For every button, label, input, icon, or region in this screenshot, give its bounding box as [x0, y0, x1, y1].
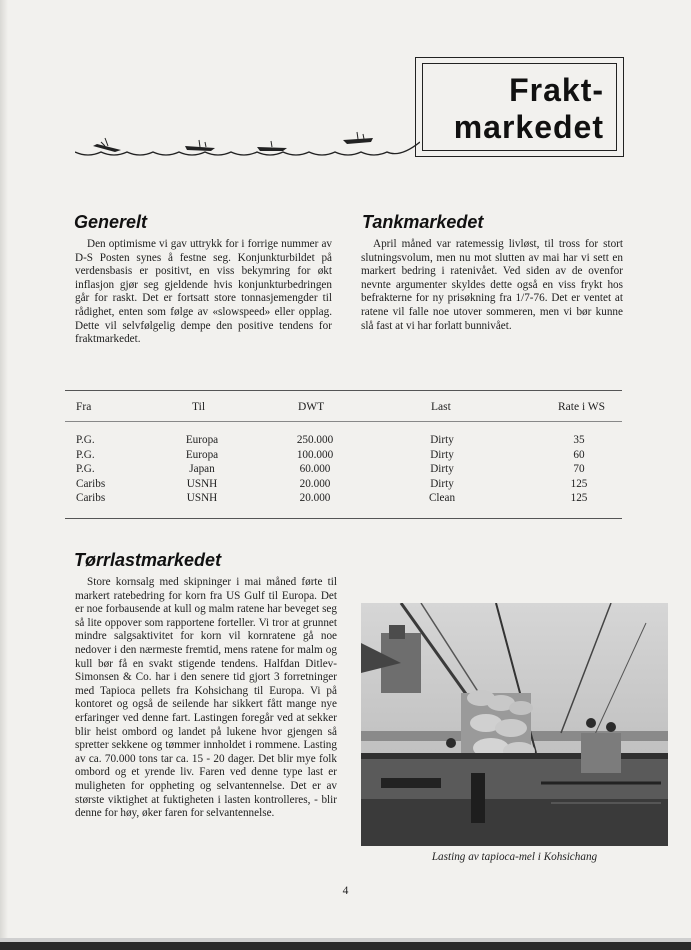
text-line: mens ratene for malm og kull bør få en svakt stigende — [75, 643, 337, 670]
text-line: sekkene og tømmer innholdet i rommene. Lasting av — [75, 739, 337, 765]
page-title — [454, 72, 604, 146]
table-top-rule — [65, 390, 622, 391]
text-line: inflasjon gjør seg gjeldende hvis konjunkturbe — [75, 278, 298, 291]
text-line: av største viktighet at fuktigheten i lasten kontrol — [75, 779, 337, 806]
table-cell-rate: 125 — [570, 492, 588, 504]
table-column-fra — [76, 433, 105, 506]
table-cell-last: Dirty — [430, 477, 454, 490]
table-header-dwt: DWT — [298, 401, 325, 413]
table-cell-dwt: 100.000 — [296, 448, 334, 461]
title-line-1: Frakt- — [509, 72, 604, 108]
text-line: April måned var ratemessig livløst, til tross for — [373, 238, 604, 250]
text-line: muligheten for oppheting og selvantennelse. Det er — [75, 779, 327, 792]
text-line: Vi tror at grunnet mindre salgsaktivitet for korn vil — [75, 616, 337, 643]
bottom-edge-dark — [0, 942, 691, 950]
table-cell-last: Dirty — [430, 434, 454, 446]
table-cell-dwt: 20.000 — [299, 477, 331, 490]
text-line: Store kornsalg med skipninger i mai måned førte til — [87, 576, 337, 588]
title-line-2: markedet — [453, 109, 604, 145]
table-cell-rate: 125 — [570, 477, 588, 490]
torrlastmarkedet-heading: Tørrlastmarkedet — [74, 550, 222, 570]
table-cell-last: Dirty — [430, 448, 454, 461]
text-line: kornratene gå noe nedover i den nærmeste fremtid, — [75, 630, 337, 656]
table-cell-rate: 60 — [573, 448, 585, 461]
text-line: viss frykt hos befrakterne for ny prisøkning fra — [361, 278, 623, 305]
table-header-rule — [65, 421, 622, 422]
text-line: av D-S Posten synes å festne seg. Konjunkturbildet — [75, 238, 332, 264]
table-cell-fra: P.G. — [76, 448, 95, 461]
generelt-heading: Generelt — [74, 212, 148, 232]
generelt-text — [75, 238, 332, 347]
text-line: ombord og et yrende liv. Faren ved denne type last er — [75, 766, 337, 779]
text-line: stort slutningsvolum, men nu mot slutten av mai har — [361, 238, 623, 264]
table-cell-til: Japan — [189, 463, 215, 475]
text-line: bunnivået. — [464, 319, 512, 332]
table-cell-til: USNH — [186, 477, 218, 490]
text-line: speed» eller opplag. Dette vil selvfølgelig dempe den — [75, 305, 333, 332]
text-line: Den optimisme vi gav uttrykk for i forrige nummer — [87, 238, 322, 250]
table-header-fra: Fra — [76, 401, 92, 413]
table-cell-last: Dirty — [430, 463, 454, 475]
text-line: Det er noe forbausende at kull og malm ratene har — [75, 589, 337, 616]
table-cell-fra: Caribs — [76, 477, 106, 490]
page-number: 4 — [342, 885, 349, 897]
table-cell-last: Clean — [428, 492, 456, 504]
torrlastmarkedet-text — [75, 576, 337, 821]
table-cell-fra: Caribs — [76, 492, 106, 504]
tankmarkedet-heading: Tankmarkedet — [362, 212, 484, 232]
text-line: lende har sikkert fått mange nye erfaringer ved denne — [75, 698, 337, 724]
table-cell-dwt: 250.000 — [296, 434, 334, 446]
loading-photo — [361, 603, 668, 846]
text-line: mengder til rådighet, enten som følge av «slow — [75, 292, 333, 318]
text-line: de ovenfor nevnte argumenter skyldes dette også en — [361, 265, 623, 291]
text-line: ombord og landet på lukene hvor gjengen så spretter — [75, 725, 337, 752]
table-header-rate: Rate i WS — [558, 401, 606, 413]
text-line: Kohsichang til Europa. Vi på kontoret og også de sei — [75, 684, 337, 711]
text-line: senere tid gjort 3 forretninger med Tapioca pellets fra — [75, 671, 338, 697]
table-cell-fra: P.G. — [76, 463, 95, 475]
table-column-dwt — [270, 433, 360, 506]
table-header-til: Til — [192, 401, 206, 413]
text-line: sommeren, men vi bør kunne slå fast at vi har forlatt — [361, 305, 623, 332]
table-bottom-rule — [65, 518, 622, 519]
text-line: vi sett en markert bedring i ratenivået. Ved siden av — [361, 251, 623, 278]
table-cell-dwt: 20.000 — [299, 492, 331, 504]
tankmarkedet-text — [361, 238, 623, 333]
table-column-last — [412, 433, 472, 506]
table-column-til — [162, 433, 242, 506]
text-line: nelse. — [248, 807, 275, 820]
table-cell-til: Europa — [185, 434, 219, 446]
text-line: dringen går for raskt. Det er fortsatt store tonnasje — [75, 278, 332, 305]
text-line: på verdensbasis er positivt, en viss bekymring for økt — [75, 251, 332, 278]
text-line: markert ratebedring for korn fra US Gulf til Europa. — [75, 589, 321, 602]
text-line: leres, - blir denne for høy, øker faren for selvanten — [75, 793, 337, 820]
table-cell-fra: P.G. — [76, 434, 95, 446]
text-line: 1/7-76. Det er ventet at ratene vil falle noe utover — [361, 292, 624, 318]
text-line: ca. 70.000 tons tar ca. 15 - 20 dager. Det blir mye folk — [88, 752, 337, 765]
text-line: positive tendens for fraktmarkedet. — [75, 319, 332, 346]
table-cell-dwt: 60.000 — [299, 463, 331, 475]
text-line: beveget seg så lite oppover som rapportene forteller. — [75, 603, 337, 629]
table-header-last: Last — [431, 401, 451, 413]
table-cell-rate: 70 — [573, 463, 585, 475]
page-edge-shadow — [0, 0, 8, 950]
table-cell-rate: 35 — [573, 434, 585, 446]
text-line: tendens. Halfdan Ditlev-Simonsen & Co. har i den — [75, 657, 337, 684]
table-column-rate — [555, 433, 603, 506]
photo-caption: Lasting av tapioca-mel i Kohsichang — [431, 851, 598, 863]
text-line: fart. Lastingen foregår ved at sekker blir heist — [75, 711, 337, 738]
table-cell-til: Europa — [185, 448, 219, 461]
ships-on-waves-illustration — [75, 128, 420, 160]
table-cell-til: USNH — [186, 492, 218, 504]
masthead-box — [422, 63, 617, 151]
